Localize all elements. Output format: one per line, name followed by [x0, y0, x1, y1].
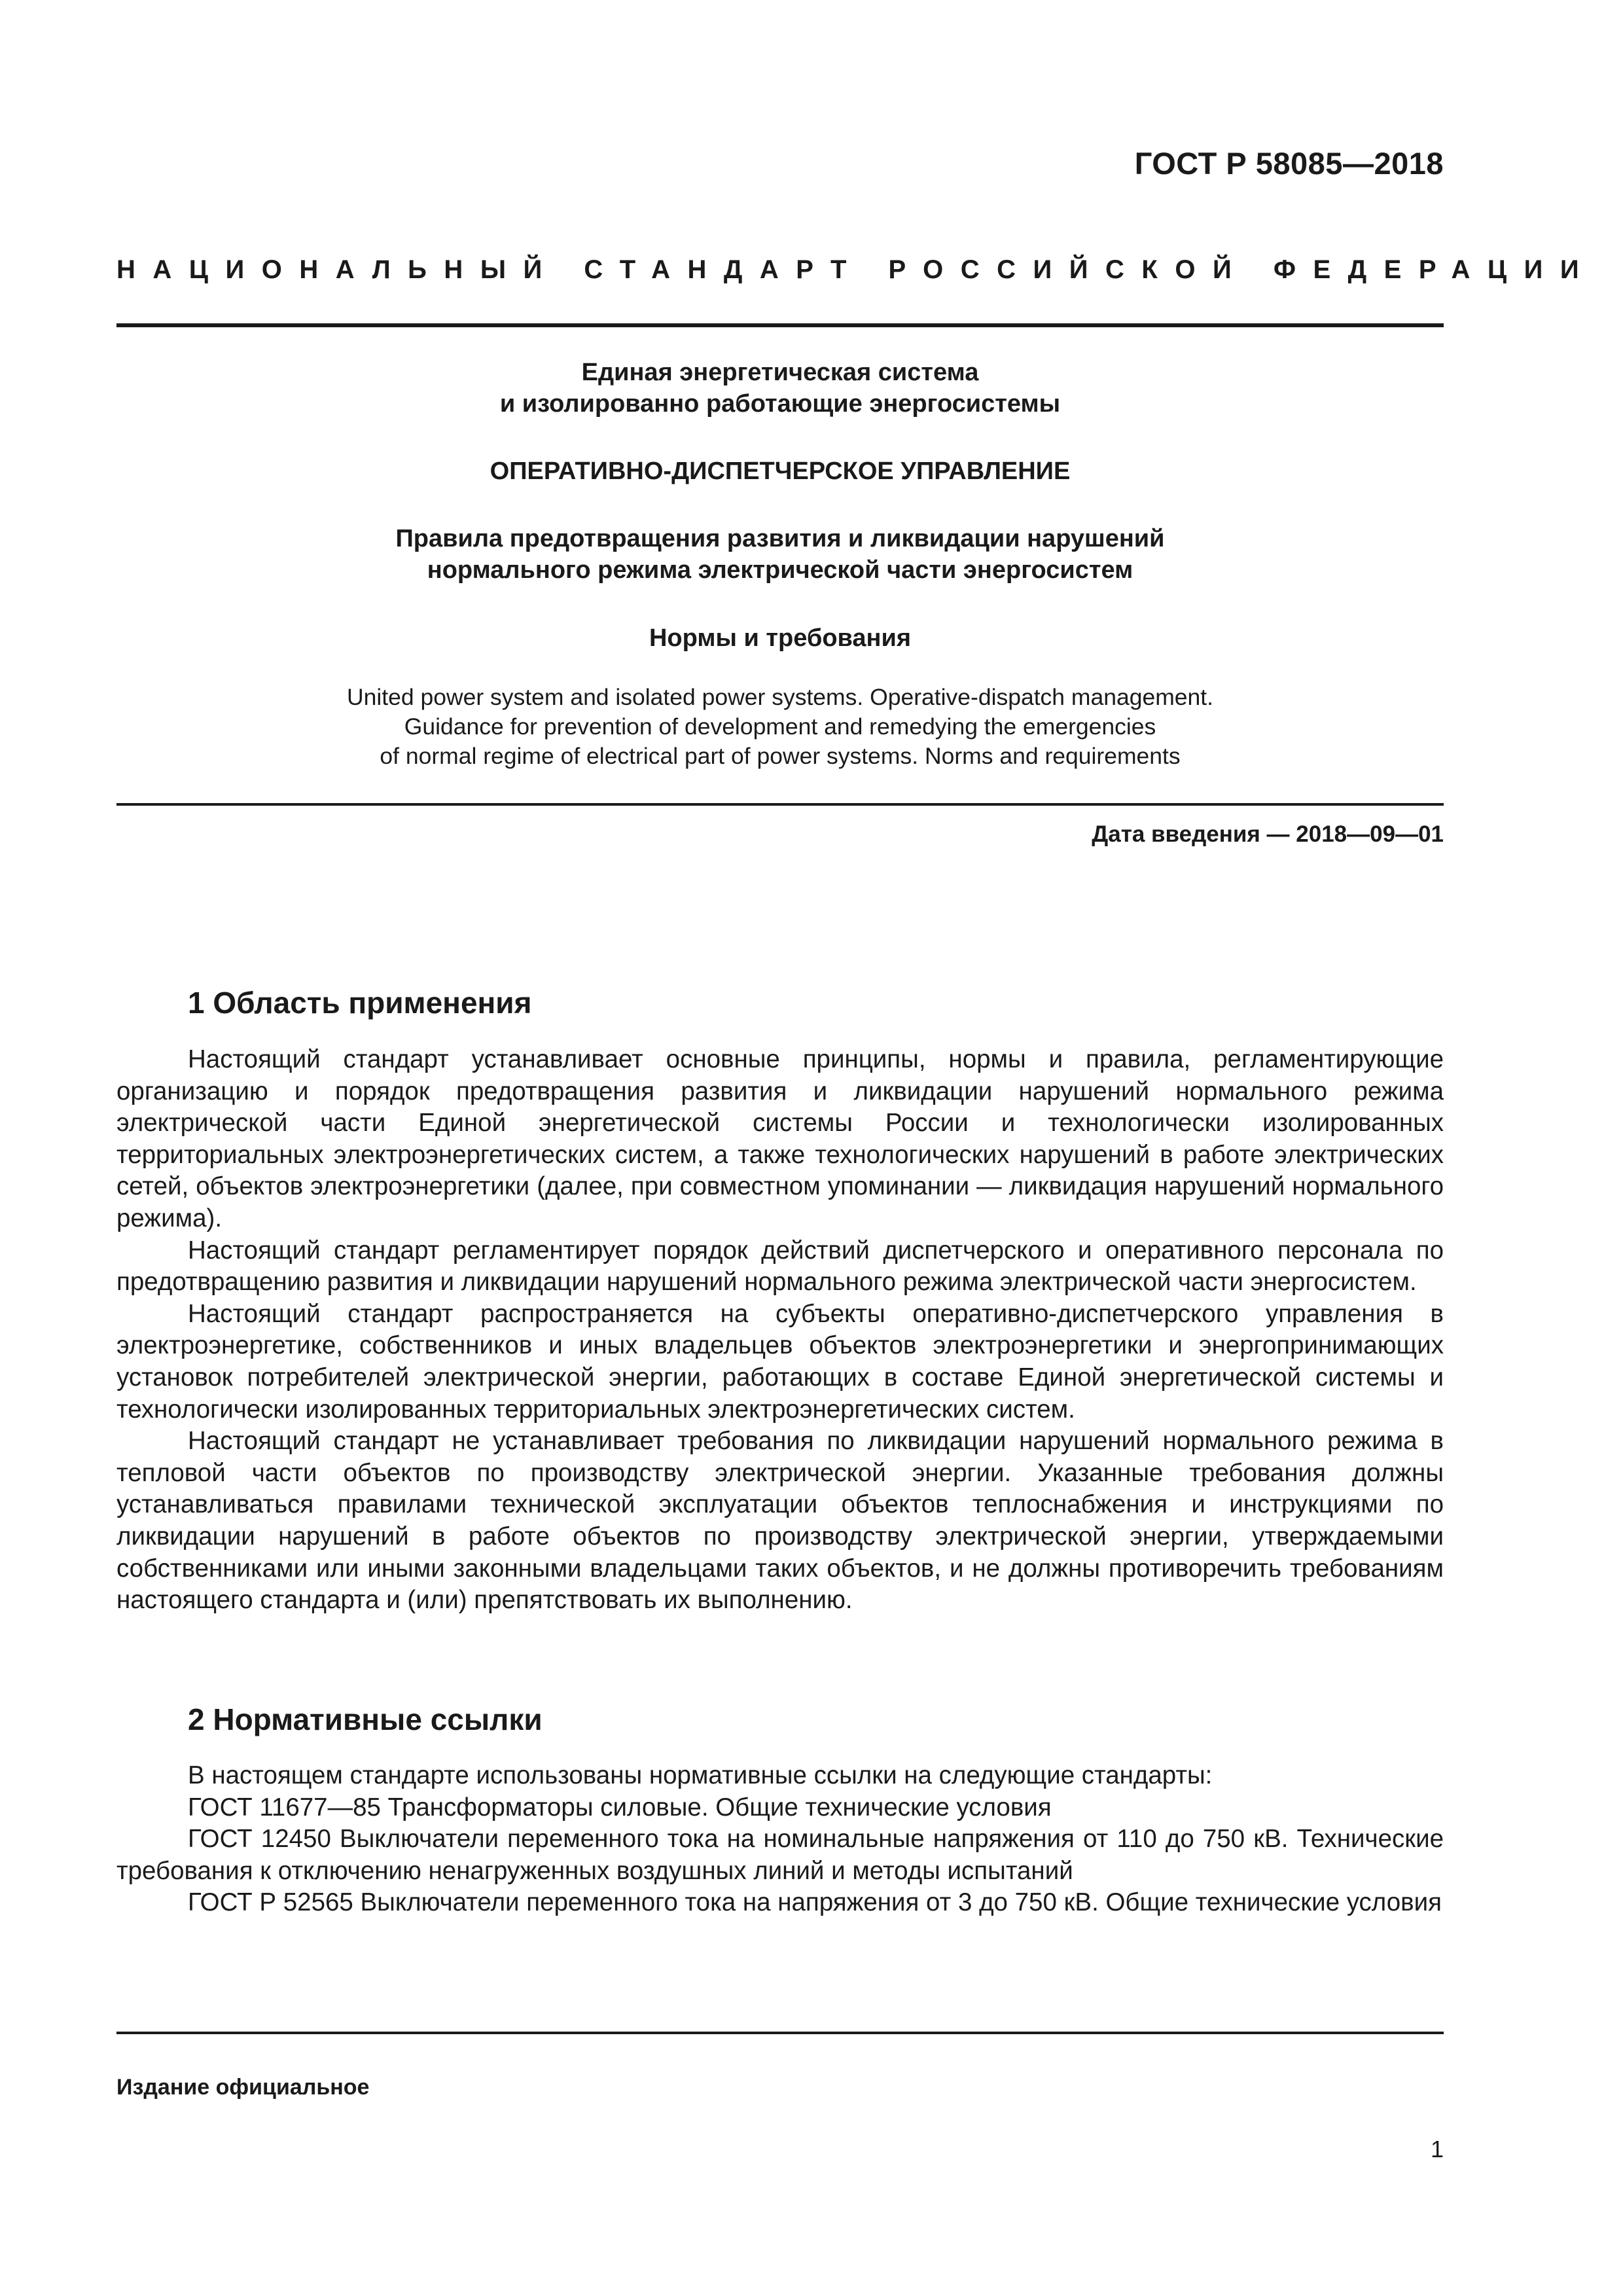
- section-1-paragraph-2: Настоящий стандарт регламентирует порядок действий диспетчерского и оперативного персонала по предотвращению развития и ликвидации нарушений нормального режима электрической части энергосистем.: [116, 1236, 1444, 1297]
- section-1-paragraph-4: Настоящий стандарт не устанавливает требования по ликвидации нарушений нормального режима в тепловой части объектов по производству электрической энергии. Указанные требования должны устанавливаться правилами технической эксплуатации объектов теплоснабжения и инструкциями по ликвидации нарушений в работе объектов по производству электрической энергии, утверждаемыми собственниками или иными законными владельцами таких объектов, и не должны противоречить требованиям настоящего стандарта и (или) препятствовать их выполнению.: [116, 1427, 1444, 1615]
- national-standard-banner: НАЦИОНАЛЬНЫЙ СТАНДАРТ РОССИЙСКОЙ ФЕДЕРАЦИИ: [116, 255, 1597, 284]
- title-rules-block: [116, 523, 1444, 586]
- section-1-paragraph-3: Настоящий стандарт распространяется на субъекты оперативно-диспетчерского управления в электроэнергетике, собственников и иных владельцев объектов электроэнергетики и энергопринимающих установок потребителей электрической энергии, работающих в составе Единой энергетической системы и технологически изолированных территориальных электроэнергетических систем.: [116, 1299, 1444, 1424]
- section-1-heading: 1 Область применения: [188, 986, 532, 1020]
- title-rules-line-1: Правила предотвращения развития и ликвидации нарушений: [395, 525, 1165, 552]
- section-2-paragraph-1: В настоящем стандарте использованы нормативные ссылки на следующие стандарты:: [188, 1761, 1213, 1789]
- section-2-paragraph-3: ГОСТ 12450 Выключатели переменного тока на номинальные напряжения от 110 до 750 кВ. Технические требования к отключению ненагруженных воздушных линий и методы испытаний: [116, 1825, 1444, 1885]
- header-divider: [116, 323, 1444, 327]
- title-line-1: Единая энергетическая система: [581, 359, 979, 386]
- official-edition-label: Издание официальное: [116, 2075, 370, 2100]
- introduction-date: Дата введения — 2018—09—01: [1092, 821, 1444, 847]
- section-2-heading: 2 Нормативные ссылки: [188, 1702, 543, 1736]
- section-2-paragraph-2: ГОСТ 11677—85 Трансформаторы силовые. Общие технические условия: [188, 1793, 1052, 1821]
- title-rules-line-2: нормального режима электрической части энергосистем: [427, 556, 1133, 584]
- section-1-body: [116, 1044, 1444, 1617]
- section-1-paragraph-1: Настоящий стандарт устанавливает основные принципы, нормы и правила, регламентирующие организацию и порядок предотвращения развития и ликвидации нарушений нормального режима электрической части Единой энергетической системы России и технологически изолированных территориальных электроэнергетических систем, а также технологических нарушений в работе электрических сетей, объектов электроэнергетики (далее, при совместном упоминании — ликвидация нарушений нормального режима).: [116, 1045, 1444, 1232]
- title-norms-block: [116, 622, 1444, 654]
- section-2-paragraph-4: ГОСТ Р 52565 Выключатели переменного тока на напряжения от 3 до 750 кВ. Общие технические условия: [188, 1888, 1442, 1917]
- title-caps-block: [116, 456, 1444, 487]
- title-block: [116, 357, 1444, 420]
- english-title-line-3: of normal regime of electrical part of power systems. Norms and requirements: [380, 743, 1181, 769]
- title-norms: Нормы и требования: [649, 624, 912, 652]
- english-title-block: [116, 683, 1444, 771]
- footer-divider: [116, 2032, 1444, 2034]
- english-title-line-1: United power system and isolated power systems. Operative-dispatch management.: [347, 684, 1213, 710]
- title-line-2: и изолированно работающие энергосистемы: [499, 390, 1061, 418]
- standard-number: ГОСТ Р 58085—2018: [1134, 146, 1444, 181]
- section-2-body: [116, 1760, 1444, 1919]
- english-title-line-2: Guidance for prevention of development and remedying the emergencies: [404, 713, 1156, 740]
- title-caps: ОПЕРАТИВНО-ДИСПЕТЧЕРСКОЕ УПРАВЛЕНИЕ: [490, 457, 1071, 485]
- title-divider: [116, 803, 1444, 806]
- page-number: 1: [1430, 2136, 1444, 2162]
